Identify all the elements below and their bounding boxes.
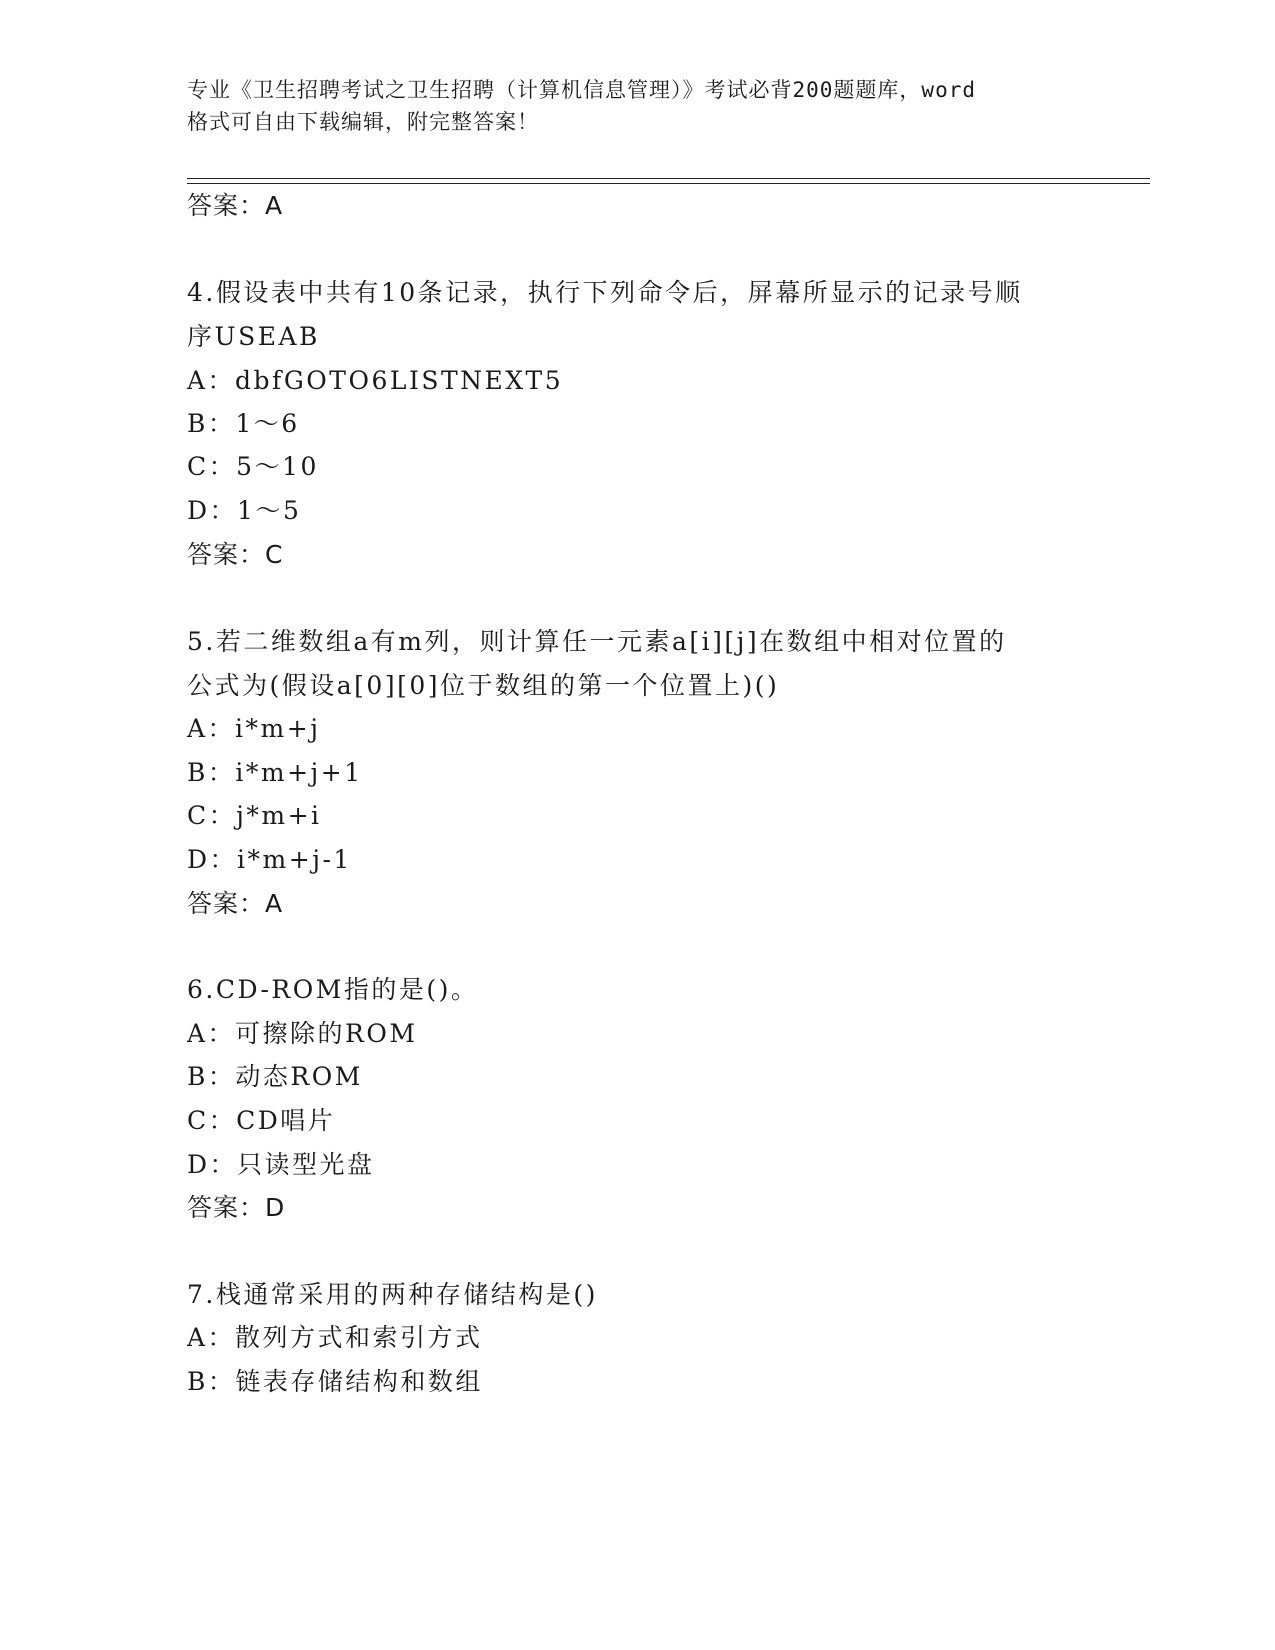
answer: 答案：C [187,540,284,569]
option-a: A：dbfGOTO6LISTNEXT5 [187,366,564,395]
question-stem: 公式为(假设a[0][0]位于数组的第一个位置上)() [187,671,780,700]
option-b: B：i*m+j+1 [187,758,363,787]
answer-q3: 答案：A [187,191,284,220]
question-stem: 5.若二维数组a有m列，则计算任一元素a[i][j]在数组中相对位置的 [187,627,1007,656]
question-stem: 序USEAB [187,322,320,351]
question-stem: 4.假设表中共有10条记录，执行下列命令后，屏幕所显示的记录号顺 [187,278,1023,307]
option-d: D：1～5 [187,496,302,525]
header-line-2: 格式可自由下载编辑，附完整答案！ [187,110,539,134]
option-d: D：i*m+j-1 [187,845,352,874]
header-line-1: 专业《卫生招聘考试之卫生招聘（计算机信息管理）》考试必背200题题库，word [187,78,976,102]
answer: 答案：D [187,1193,286,1222]
answer: 答案：A [187,889,284,918]
option-a: A：i*m+j [187,714,321,743]
option-b: B：动态ROM [187,1062,363,1091]
header-rule-bottom [187,183,1150,184]
document-header [187,74,1087,138]
option-b: B：链表存储结构和数组 [187,1367,483,1396]
option-b: B：1～6 [187,409,300,438]
option-c: C：CD唱片 [187,1106,336,1135]
option-c: C：j*m+i [187,801,322,830]
option-d: D：只读型光盘 [187,1150,375,1179]
option-a: A：可擦除的ROM [187,1019,418,1048]
question-stem: 6.CD-ROM指的是()。 [187,975,479,1004]
option-c: C：5～10 [187,452,319,481]
option-a: A：散列方式和索引方式 [187,1323,483,1352]
header-rule-top [187,178,1150,179]
question-stem: 7.栈通常采用的两种存储结构是() [187,1280,598,1309]
